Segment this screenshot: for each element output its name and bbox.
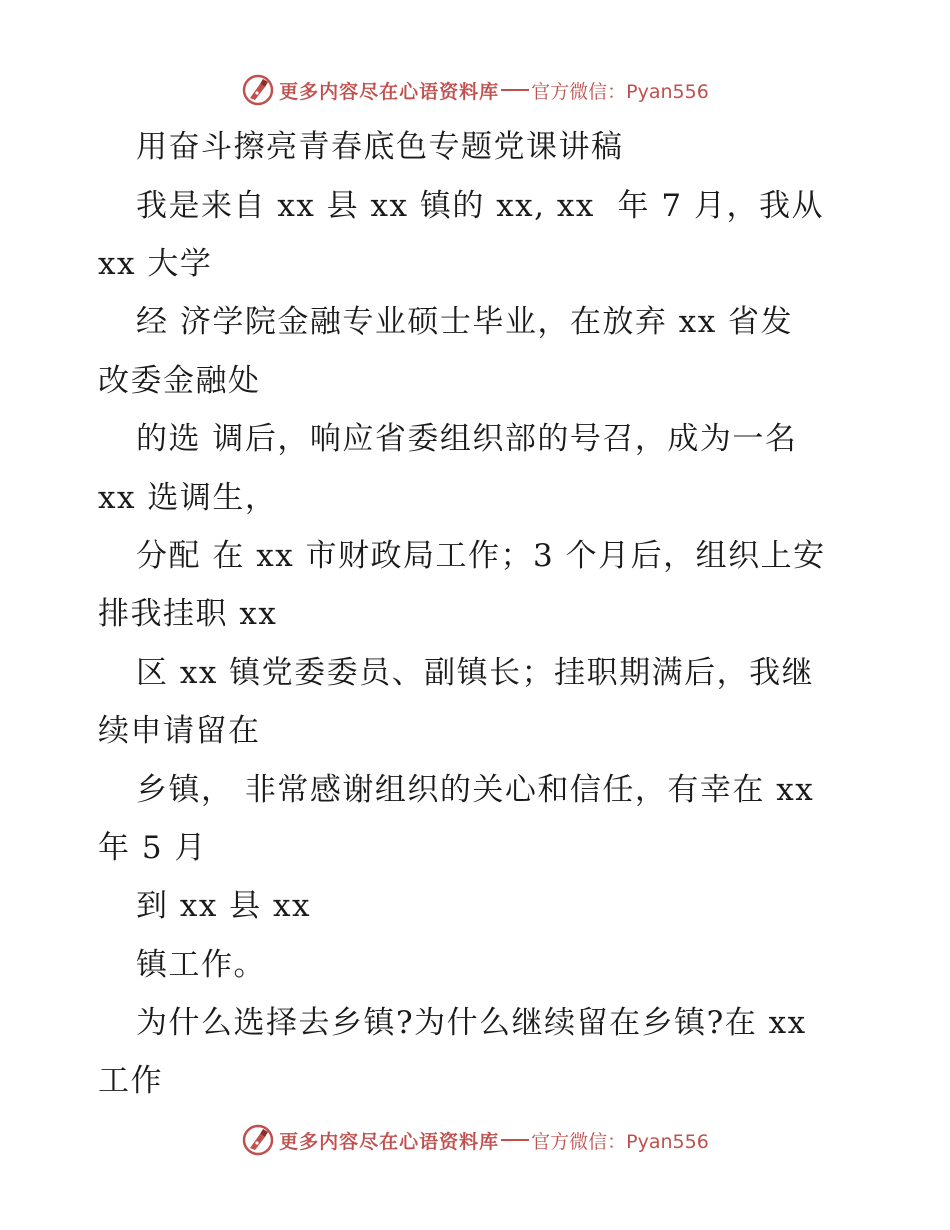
footer-banner	[0, 1120, 950, 1160]
banner-text: 更多内容尽在心语资料库	[279, 80, 500, 103]
paragraph-line: 排我挂职 xx	[98, 596, 278, 632]
paragraph-line: 续申请留在	[98, 713, 261, 749]
paragraph-line: 工作	[98, 1063, 163, 1099]
pen-nib-logo-icon	[241, 1123, 275, 1157]
banner-dash	[501, 1139, 529, 1141]
paragraph-line: 镇工作。	[136, 947, 266, 983]
paragraph-line: 到 xx 县 xx	[136, 888, 311, 924]
paragraph-line: 分配 在 xx 市财政局工作；3 个月后，组织上安	[136, 538, 826, 574]
banner-text: 更多内容尽在心语资料库	[279, 1130, 500, 1153]
paragraph-line: 区 xx 镇党委委员、副镇长；挂职期满后，我继	[136, 655, 815, 691]
paragraph-line: 为什么选择去乡镇?为什么继续留在乡镇?在 xx	[136, 1005, 807, 1041]
paragraph-line: xx 选调生，	[98, 480, 278, 516]
paragraph-line: xx 大学	[98, 246, 213, 282]
banner-wechat: 官方微信：Pyan556	[531, 1130, 709, 1153]
paragraph-line: 乡镇， 非常感谢组织的关心和信任，有幸在 xx	[136, 772, 815, 808]
paragraph-line: 的选 调后，响应省委组织部的号召，成为一名	[136, 421, 798, 457]
paragraph-line: 年 5 月	[98, 830, 207, 866]
paragraph-line: 改委金融处	[98, 363, 261, 399]
paragraph-line: 经 济学院金融专业硕士毕业，在放弃 xx 省发	[136, 304, 794, 340]
paragraph-line: 我是来自 xx 县 xx 镇的 xx, xx 年 7 月，我从	[136, 188, 824, 224]
banner-wechat: 官方微信：Pyan556	[531, 80, 709, 103]
document-title: 用奋斗擦亮青春底色专题党课讲稿	[136, 129, 624, 165]
